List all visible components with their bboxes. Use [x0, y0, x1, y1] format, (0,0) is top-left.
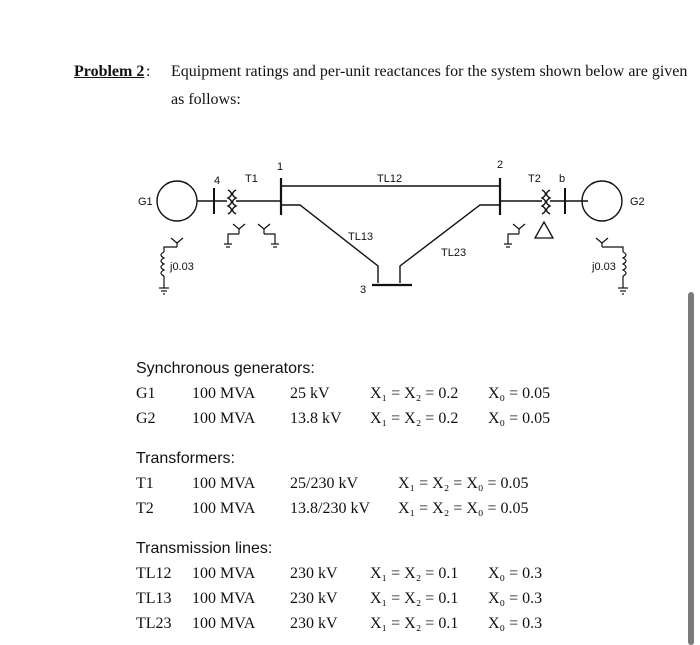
bus-1-label: 1 [277, 161, 284, 173]
line-voltage: 230 kV [290, 590, 338, 607]
tl13-line [281, 205, 378, 283]
line-rating: 100 MVA [192, 590, 256, 607]
t1-wye-grounded-symbol [224, 224, 245, 247]
transformer-rating: 100 MVA [192, 500, 256, 517]
generator-voltage: 13.8 kV [290, 410, 342, 427]
line-rating: 100 MVA [192, 565, 256, 582]
line-x12: X₁ = X₂ = 0.1 [370, 615, 459, 632]
generator-name: G2 [136, 410, 156, 427]
tl12-label: TL12 [377, 173, 403, 185]
line-x12: X₁ = X₂ = 0.1 [370, 590, 459, 607]
t2-wye-grounded-symbol [504, 224, 525, 247]
generator-voltage: 25 kV [290, 385, 330, 402]
generator-rating: 100 MVA [192, 385, 256, 402]
line-rating: 100 MVA [192, 615, 256, 632]
problem-colon: : [146, 63, 151, 80]
problem-text-line1: Equipment ratings and per-unit reactances for the system shown below are given [171, 63, 688, 80]
tl23-line [400, 205, 500, 283]
line-name: TL23 [136, 615, 172, 632]
t1-wye-grounded-symbol-2 [258, 224, 279, 247]
line-name: TL13 [136, 590, 172, 607]
t2-label: T2 [528, 173, 541, 185]
g2-label: G2 [630, 196, 645, 208]
g1-generator-symbol [157, 181, 197, 221]
g1-ground-reactance-label: j0.03 [170, 261, 194, 273]
generator-x12: X₁ = X₂ = 0.2 [370, 410, 459, 427]
transformer-voltage: 25/230 kV [290, 475, 358, 492]
t1-secondary-coil [233, 190, 237, 214]
g1-label: G1 [138, 196, 153, 208]
bus-4-label: 4 [214, 175, 221, 187]
generator-x12: X₁ = X₂ = 0.2 [370, 385, 459, 402]
transformers-header: Transformers: [136, 450, 235, 467]
transformer-x: X₁ = X₂ = X₀ = 0.05 [398, 475, 529, 492]
t2-primary-coil [542, 190, 546, 214]
line-x0: X₀ = 0.3 [488, 565, 543, 582]
bus-2-label: 2 [497, 159, 504, 171]
transformer-name: T2 [136, 500, 154, 517]
transformer-rating: 100 MVA [192, 475, 256, 492]
transformer-name: T1 [136, 475, 154, 492]
line-name: TL12 [136, 565, 172, 582]
bus-b-label: b [559, 173, 566, 185]
t2-secondary-coil [547, 190, 551, 214]
generator-x0: X₀ = 0.05 [488, 410, 551, 427]
vertical-scrollbar-thumb[interactable] [688, 292, 694, 645]
transformer-x: X₁ = X₂ = X₀ = 0.05 [398, 500, 529, 517]
generators-header: Synchronous generators: [136, 360, 315, 377]
generator-name: G1 [136, 385, 156, 402]
line-x0: X₀ = 0.3 [488, 590, 543, 607]
t1-label: T1 [245, 173, 258, 185]
transformer-voltage: 13.8/230 kV [290, 500, 370, 517]
line-voltage: 230 kV [290, 565, 338, 582]
tl23-label: TL23 [441, 247, 467, 259]
bus-3-label: 3 [360, 284, 367, 296]
generator-x0: X₀ = 0.05 [488, 385, 551, 402]
line-x12: X₁ = X₂ = 0.1 [370, 565, 459, 582]
tl13-label: TL13 [348, 231, 374, 243]
line-voltage: 230 kV [290, 615, 338, 632]
g2-ground-reactance-label: j0.03 [592, 261, 616, 273]
t1-primary-coil [228, 190, 232, 214]
problem-label: Problem 2 [74, 63, 145, 80]
t2-delta-symbol [535, 222, 553, 238]
lines-header: Transmission lines: [136, 540, 273, 557]
problem-text-line2: as follows: [171, 91, 241, 108]
one-line-diagram [0, 150, 700, 305]
line-x0: X₀ = 0.3 [488, 615, 543, 632]
generator-rating: 100 MVA [192, 410, 256, 427]
